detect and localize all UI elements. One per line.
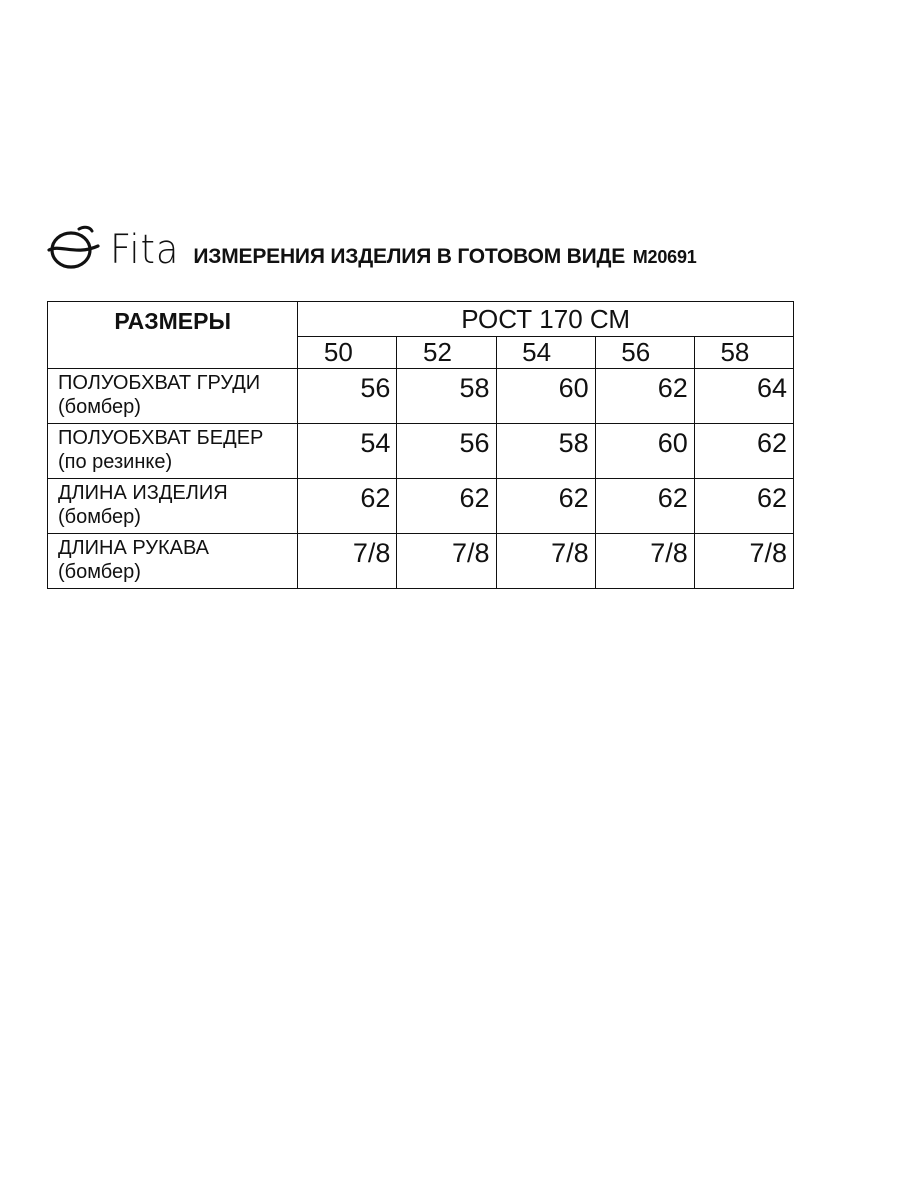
brand-name: Fita [110, 227, 180, 273]
size-header-cell: 56 [595, 337, 694, 369]
table-header-row [48, 302, 794, 337]
table-cell: 56 [298, 369, 397, 424]
table-cell: 64 [694, 369, 793, 424]
row-label-chest: ПОЛУОБХВАТ ГРУДИ (бомбер) [48, 369, 298, 424]
table-cell: 58 [397, 369, 496, 424]
size-chart-table [47, 301, 794, 589]
table-cell: 7/8 [595, 534, 694, 589]
table-cell: 62 [496, 479, 595, 534]
row-label-hips: ПОЛУОБХВАТ БЕДЕР (по резинке) [48, 424, 298, 479]
table-cell: 62 [298, 479, 397, 534]
model-number: М20691 [632, 247, 697, 267]
table-row [48, 534, 794, 589]
table-cell: 62 [595, 369, 694, 424]
table-row [48, 369, 794, 424]
size-header-cell: 50 [298, 337, 397, 369]
size-header-cell: 52 [397, 337, 496, 369]
table-cell: 56 [397, 424, 496, 479]
table-row [48, 479, 794, 534]
table-cell: 7/8 [694, 534, 793, 589]
table-cell: 62 [595, 479, 694, 534]
table-cell: 62 [694, 424, 793, 479]
table-cell: 60 [496, 369, 595, 424]
height-header: РОСТ 170 СМ [298, 302, 794, 337]
row-label-sleeve: ДЛИНА РУКАВА (бомбер) [48, 534, 298, 589]
page-title [193, 245, 696, 269]
table-cell: 7/8 [496, 534, 595, 589]
size-header-cell: 58 [694, 337, 793, 369]
row-label-length: ДЛИНА ИЗДЕЛИЯ (бомбер) [48, 479, 298, 534]
table-cell: 7/8 [397, 534, 496, 589]
table-cell: 54 [298, 424, 397, 479]
table-cell: 60 [595, 424, 694, 479]
table-cell: 58 [496, 424, 595, 479]
brand-logo [46, 220, 185, 273]
page-title-text: ИЗМЕРЕНИЯ ИЗДЕЛИЯ В ГОТОВОМ ВИДЕ [193, 245, 626, 268]
document-header [46, 216, 697, 273]
table-row [48, 424, 794, 479]
size-header-cell: 54 [496, 337, 595, 369]
sizes-header: РАЗМЕРЫ [48, 302, 298, 369]
fita-logo-icon [46, 224, 100, 270]
table-cell: 7/8 [298, 534, 397, 589]
table-cell: 62 [694, 479, 793, 534]
table-cell: 62 [397, 479, 496, 534]
